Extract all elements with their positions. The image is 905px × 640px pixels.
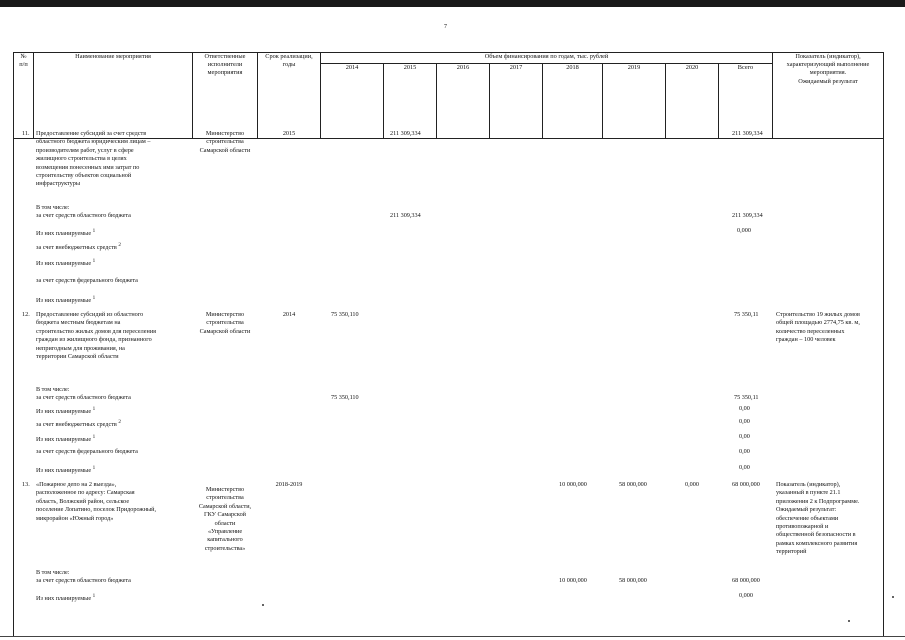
row-12-incl: В том числе:: [36, 386, 70, 393]
header-num: № п/п: [19, 53, 28, 69]
col-divider: [542, 63, 543, 138]
row-13-regional: за счет средств областного бюджета: [36, 577, 131, 584]
row-13-indicator: Показатель (индикатор), указанный в пункте 21.1 приложения 2 к Подпрограмме. Ожидаемый результат: обеспечение объектами противопожарной и общественной безопасности в рамках комплексного развития территорий: [776, 481, 860, 556]
scan-speck: [892, 596, 894, 598]
row-12-planned-2: Из них планируемые $^1$: [36, 434, 96, 444]
header-year-2016: 2016: [456, 64, 470, 71]
row-11-num: 11.: [22, 130, 30, 137]
row-13-regional-total: 68 000,000: [732, 577, 760, 584]
header-year-2017: 2017: [509, 64, 523, 71]
row-11-regional: за счет средств областного бюджета: [36, 212, 131, 219]
row-13-num: 13.: [22, 481, 30, 488]
row-12-responsible: Министерство строительства Самарской области: [199, 311, 251, 335]
row-13-2019: 58 000,000: [619, 481, 647, 488]
row-12-planned-2-total: 0,00: [739, 433, 750, 440]
row-12-regional-2014: 75 350,110: [331, 394, 359, 401]
col-divider: [436, 63, 437, 138]
row-12-federal-total: 0,00: [739, 448, 750, 455]
row-12-num: 12.: [22, 311, 30, 318]
row-13-total: 68 000,000: [732, 481, 760, 488]
financing-table: [13, 52, 884, 636]
row-12-total: 75 350,11: [734, 311, 759, 318]
header-name: Наименование мероприятия: [75, 53, 151, 60]
row-12-planned-1: Из них планируемые $^1$: [36, 406, 96, 416]
row-12-name: Предоставление субсидий из областного бюджета местным бюджетам на строительство жилых домов для переселения граждан из жилищного фонда, признанного непригодным для проживания, на территории Самарской области: [36, 311, 156, 361]
col-divider: [489, 63, 490, 138]
row-11-planned-3: Из них планируемые $^1$: [36, 295, 96, 305]
col-divider: [602, 63, 603, 138]
col-divider: [383, 63, 384, 138]
row-12-planned-1-total: 0,00: [739, 405, 750, 412]
row-12-term: 2014: [282, 311, 296, 318]
row-11-federal: за счет средств федерального бюджета: [36, 277, 138, 284]
header-financing: Объем финансирования по годам, тыс. рублей: [484, 53, 609, 60]
header-indicator: Показатель (индикатор), характеризующий выполнение мероприятия. Ожидаемый результат: [786, 53, 870, 85]
row-12-extrabudget-total: 0,00: [739, 418, 750, 425]
row-11-term: 2015: [282, 130, 296, 137]
header-year-2015: 2015: [403, 64, 417, 71]
row-12-planned-3: Из них планируемые $^1$: [36, 465, 96, 475]
top-scan-border: [0, 0, 905, 7]
row-12-regional-total: 75 350,11: [734, 394, 759, 401]
header-year-2019: 2019: [627, 64, 641, 71]
col-divider: [718, 63, 719, 138]
header-year-2014: 2014: [345, 64, 359, 71]
row-12-federal: за счет средств федерального бюджета: [36, 448, 138, 455]
row-13-name: «Пожарное депо на 2 выезда», расположенное по адресу: Самарская область, Волжский район, сельское поселение Лопатино, поселок Придорожный, микрорайон «Южный город»: [36, 481, 157, 522]
page-number: 7: [444, 24, 447, 30]
row-13-planned-1-total: 0,000: [739, 592, 753, 599]
row-13-incl: В том числе:: [36, 569, 70, 576]
row-13-2018: 10 000,000: [559, 481, 587, 488]
bottom-scan-border: [0, 636, 905, 637]
scan-speck: [848, 620, 850, 622]
row-11-regional-total: 211 309,334: [732, 212, 763, 219]
row-12-indicator: Строительство 19 жилых домов общей площадью 2774,75 кв. м, количество переселенных граждан – 100 человек: [776, 311, 860, 344]
row-12-extrabudget: за счет внебюджетных средств $^2$: [36, 419, 121, 429]
row-11-planned-1: Из них планируемые $^1$: [36, 228, 96, 238]
row-13-2020: 0,000: [685, 481, 699, 488]
header-year-2020: 2020: [685, 64, 699, 71]
row-13-regional-2018: 10 000,000: [559, 577, 587, 584]
row-11-responsible: Министерство строительства Самарской области: [199, 130, 251, 154]
row-11-planned-1-total: 0,000: [737, 227, 751, 234]
row-12-2014: 75 350,110: [331, 311, 359, 318]
table-border-left: [13, 52, 14, 636]
row-12-regional: за счет средств областного бюджета: [36, 394, 131, 401]
row-11-extrabudget: за счет внебюджетных средств $^2$: [36, 242, 121, 252]
row-11-planned-2: Из них планируемые $^1$: [36, 258, 96, 268]
row-11-regional-2015: 211 309,334: [390, 212, 421, 219]
row-11-name: Предоставление субсидий за счет средств областного бюджета юридическим лицам – производителям работ, услуг в сфере жилищного строительства в целях возмещения понесенных ими затрат по строительству объектов социальной инфраструктуры: [36, 130, 151, 188]
col-divider: [33, 52, 34, 138]
header-year-2018: 2018: [566, 64, 579, 71]
header-total: Всего: [737, 64, 754, 71]
row-11-incl: В том числе:: [36, 204, 70, 211]
row-13-regional-2019: 58 000,000: [619, 577, 647, 584]
table-border-right: [883, 52, 884, 636]
row-13-planned-1: Из них планируемые $^1$: [36, 593, 96, 603]
scan-speck: [262, 604, 264, 606]
col-divider: [665, 63, 666, 138]
row-13-responsible: Министерство строительства Самарской области, ГКУ Самарской области «Управление капитального строительства»: [198, 486, 252, 552]
header-term: Срок реализации, годы: [265, 53, 313, 69]
row-13-term: 2018-2019: [275, 481, 303, 488]
row-11-total: 211 309,334: [732, 130, 763, 137]
row-11-2015: 211 309,334: [390, 130, 421, 137]
header-responsible: Ответственные исполнители мероприятия: [204, 53, 246, 77]
row-12-planned-3-total: 0,00: [739, 464, 750, 471]
